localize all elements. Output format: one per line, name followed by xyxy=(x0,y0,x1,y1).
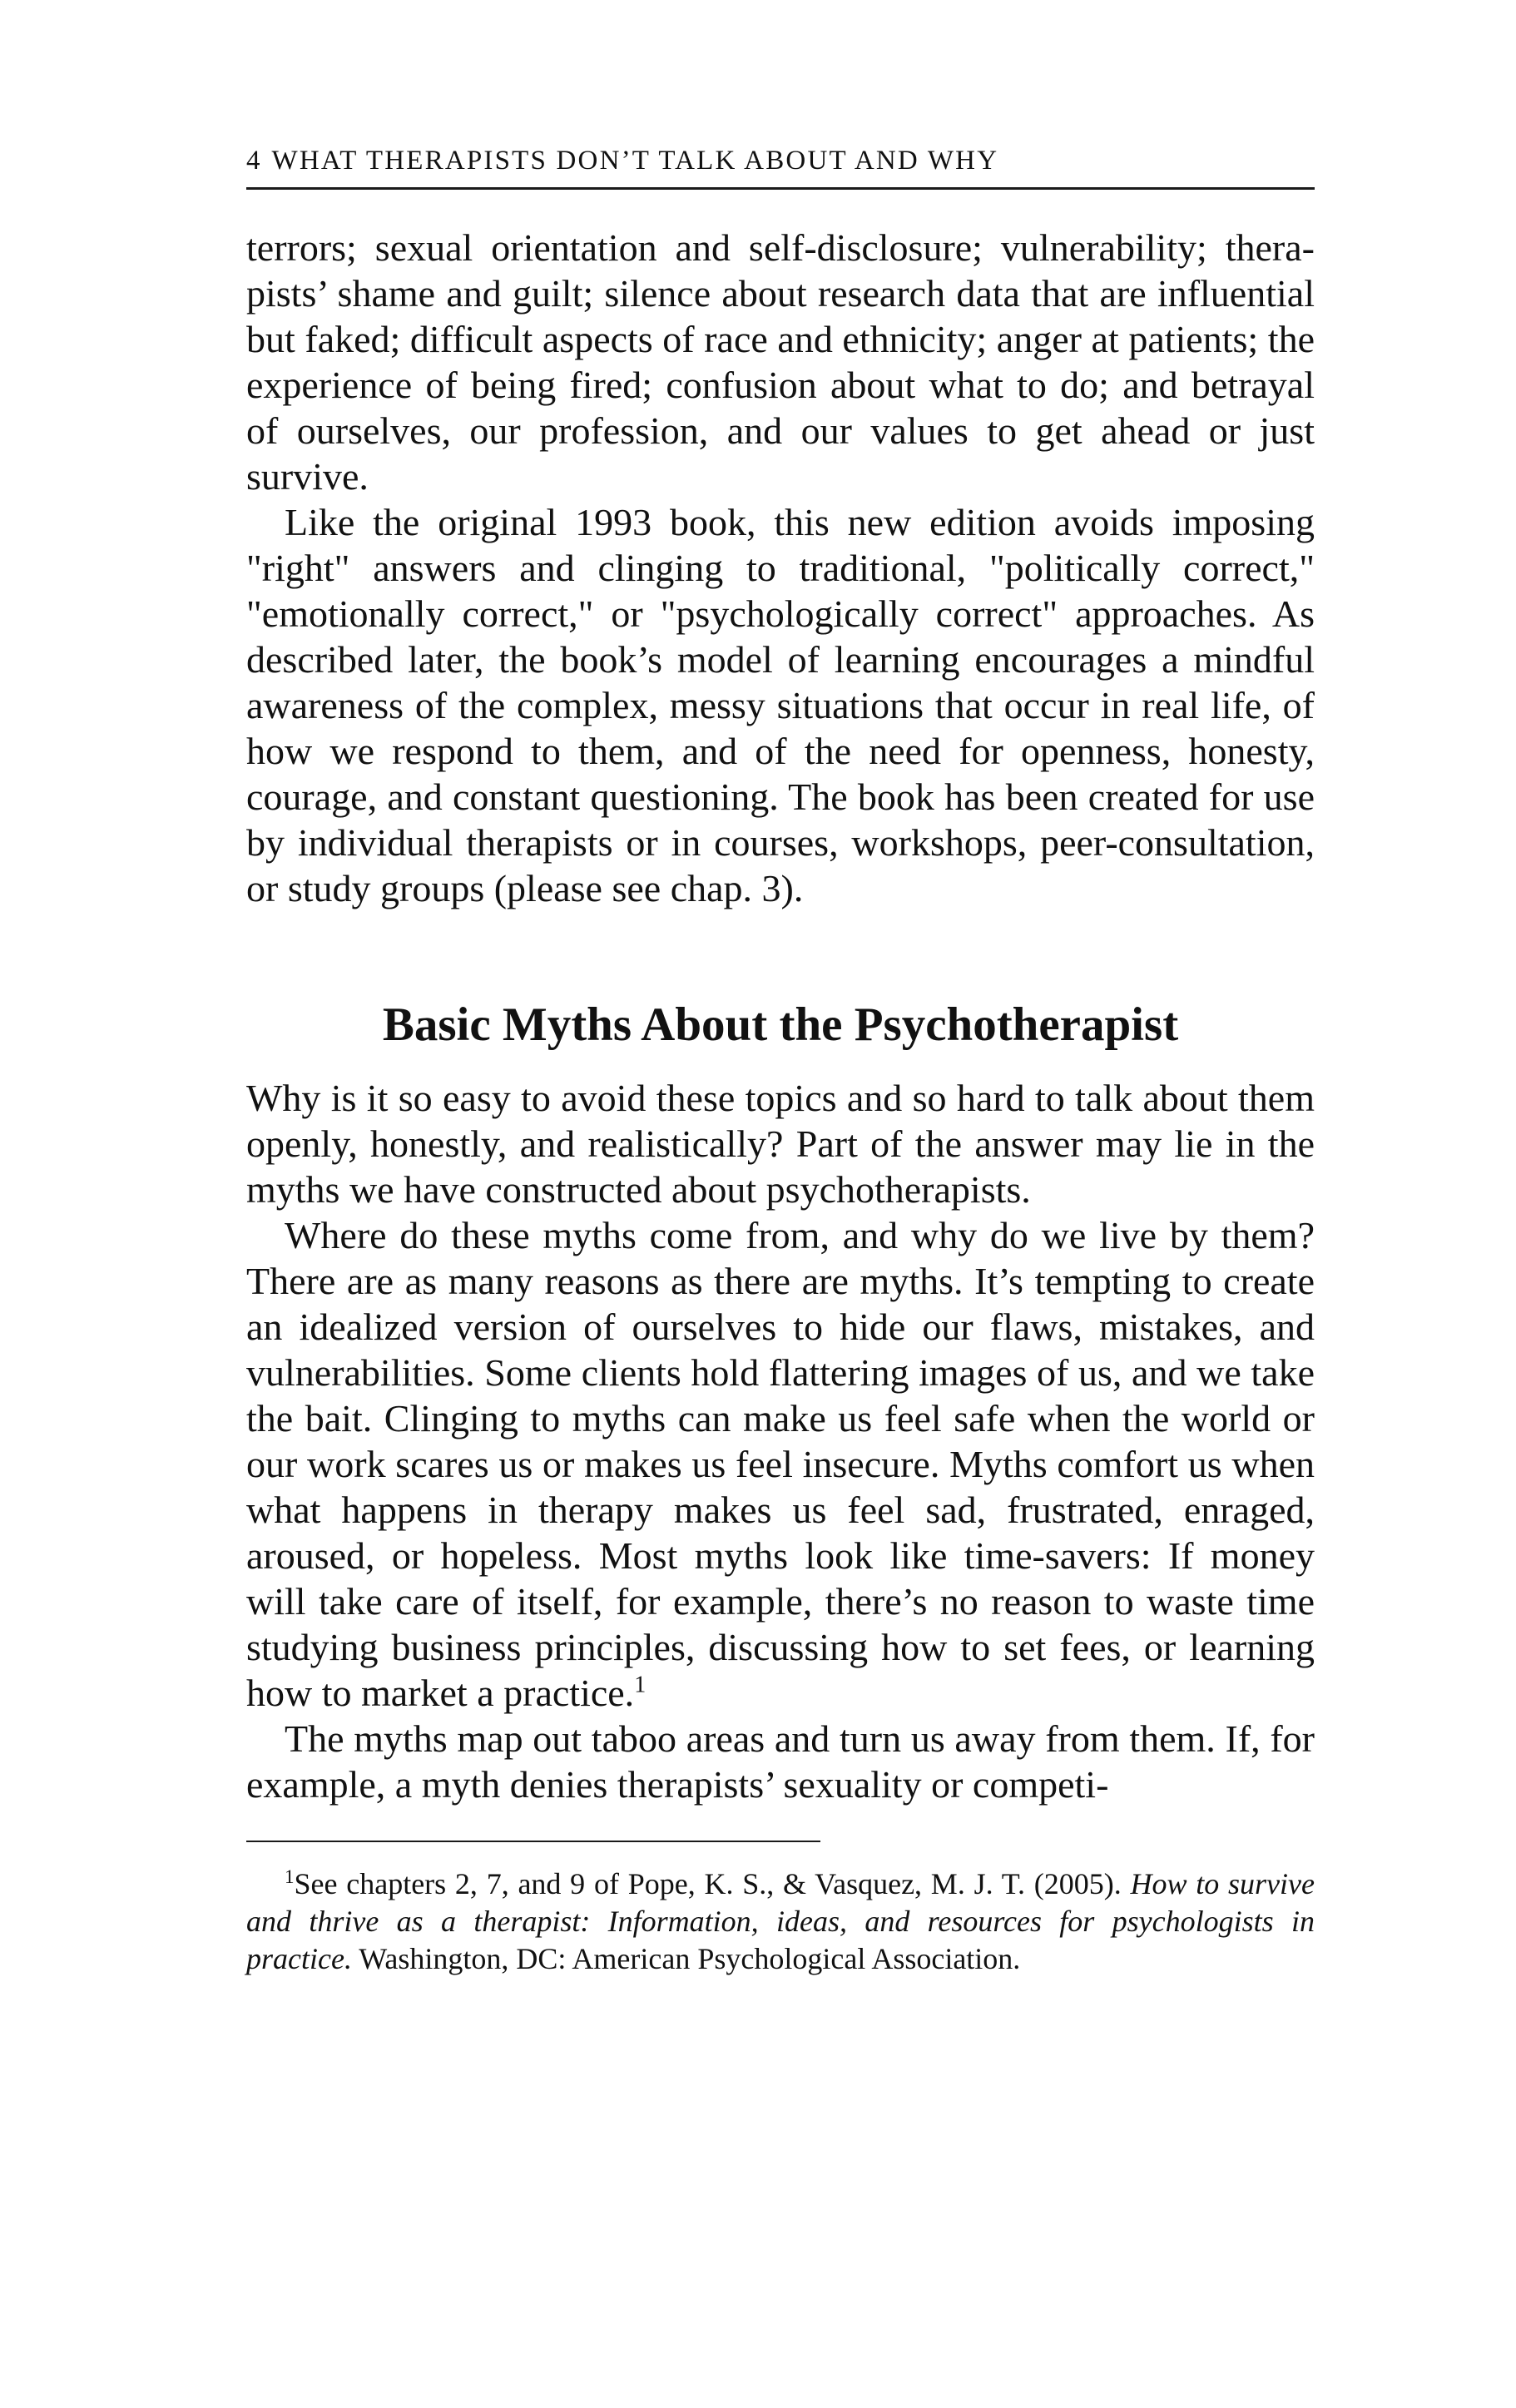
body-paragraph xyxy=(246,1212,1315,1716)
paragraph-text: Where do these myths come from, and why do we live by them? There are as many reasons as there are myths. It’s tempting to create an idealized version of ourselves to hide our flaws, mistakes, and vulnerabilities. Some clients hold flattering images of us, and we take the bait. Clinging to myths can make us feel safe when the world or our work scares us or makes us feel insecure. Myths comfort us when what happens in therapy makes us feel sad, frustrated, enraged, aroused, or hopeless. Most myths look like time-savers: If money will take care of itself, for example, there’s no reason to waste time studying business principles, discussing how to set fees, or learning how to market a practice. xyxy=(246,1214,1315,1714)
running-title: WHAT THERAPISTS DON’T TALK ABOUT AND WHY xyxy=(271,146,999,176)
footnote-book-title: How to survive and thrive as a therapist: Information, ideas, and resources for psychologists in practice. xyxy=(246,1867,1315,1975)
body-paragraph: Why is it so easy to avoid these topics and so hard to talk about them openly, honestly, and realistically? Part of the answer may lie in the myths we have constructed about psychotherapists. xyxy=(246,1077,1315,1211)
footnote-publisher: Washington, DC: American Psychological Association. xyxy=(351,1942,1021,1975)
body-paragraph: terrors; sexual orientation and self-disclosure; vulnerability; therapists’ shame and guilt; silence about research data that are influential but faked; difficult aspects of race and ethnicity; anger at patients; the experience of being fired; confusion about what to do; and betrayal of ourselves, our profession, and our values to get ahead or just survive. xyxy=(246,226,1315,498)
page-number: 4 xyxy=(246,146,260,176)
body-text-block-1 xyxy=(246,225,1315,911)
footnote-text: See chapters 2, 7, and 9 of Pope, K. S., & Vasquez, M. J. T. (2005). xyxy=(294,1867,1131,1900)
footnote xyxy=(246,1865,1315,1978)
running-head xyxy=(246,140,1315,190)
section-heading: Basic Myths About the Psychotherapist xyxy=(382,998,1179,1051)
footnote-marker: 1 xyxy=(285,1866,295,1887)
footnote-reference[interactable]: 1 xyxy=(634,1672,647,1698)
footnote-rule xyxy=(246,1841,820,1842)
body-paragraph: Like the original 1993 book, this new edition avoids imposing "right" answers and clinging to traditional, "politically correct," "emotionally correct," or "psychologically correct" approaches. As described later, the book’s model of learning encourages a mindful awareness of the complex, messy situations that occur in real life, of how we respond to them, and of the need for openness, honesty, courage, and constant questioning. The book has been created for use by individual therapists or in courses, workshops, peer-consultation, or study groups (please see chap. 3). xyxy=(246,501,1315,909)
body-text-block-2 xyxy=(246,1075,1315,1807)
body-paragraph: The myths map out taboo areas and turn us away from them. If, for example, a myth denies therapists’ sexuality or competi- xyxy=(246,1717,1315,1806)
